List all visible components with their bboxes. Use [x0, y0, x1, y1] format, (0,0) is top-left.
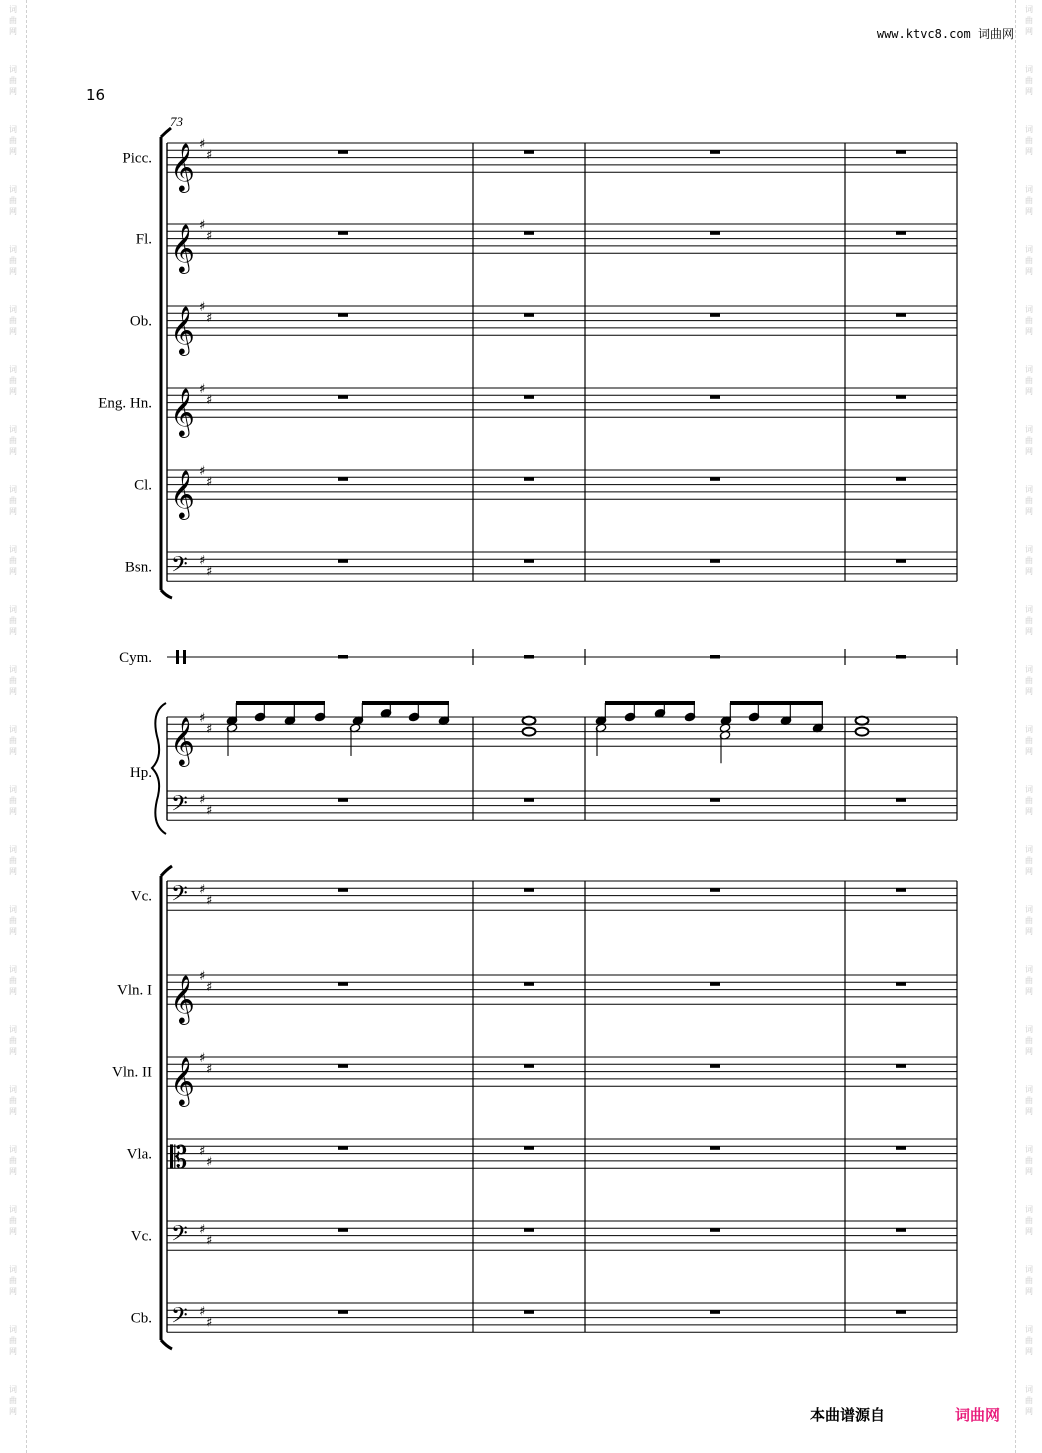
watermark-char: 网	[1025, 807, 1033, 816]
watermark-char: 曲	[9, 556, 17, 565]
watermark-char: 词	[1025, 1385, 1033, 1394]
instrument-label-vc2: Vc.	[130, 1228, 152, 1245]
watermark-char: 网	[1025, 507, 1033, 516]
watermark-char: 网	[9, 207, 17, 216]
key-sharp-c: ♯	[206, 1315, 213, 1331]
key-sharp-f: ♯	[199, 882, 206, 898]
watermark-char: 网	[9, 1287, 17, 1296]
watermark-char: 曲	[1025, 1156, 1033, 1165]
watermark-char: 网	[1025, 147, 1033, 156]
watermark-char: 词	[9, 245, 17, 254]
key-sharp-f: ♯	[199, 1143, 206, 1159]
whole-rest	[338, 313, 348, 317]
key-sharp-f: ♯	[199, 792, 206, 808]
watermark-char: 曲	[9, 136, 17, 145]
watermark-char: 曲	[1025, 196, 1033, 205]
watermark-char: 网	[9, 1227, 17, 1236]
key-sharp-f: ♯	[199, 711, 206, 726]
alto-clef: 𝄡	[170, 1140, 188, 1177]
watermark-char: 曲	[9, 616, 17, 625]
whole-rest	[710, 982, 720, 986]
watermark-char: 词	[1025, 65, 1033, 74]
measure-number: 73	[170, 114, 183, 129]
key-sharp-c: ♯	[206, 1061, 213, 1077]
watermark-char: 词	[9, 605, 17, 614]
watermark-char: 网	[1025, 1047, 1033, 1056]
whole-rest	[524, 477, 534, 481]
instrument-label-fl: Fl.	[135, 231, 152, 248]
whole-rest	[524, 559, 534, 563]
watermark-char: 网	[9, 447, 17, 456]
watermark-char: 曲	[9, 1396, 17, 1405]
bass-clef: 𝄢	[171, 881, 188, 912]
watermark-char: 词	[1025, 365, 1033, 374]
whole-rest	[710, 1310, 720, 1314]
watermark-char: 曲	[9, 676, 17, 685]
watermark-char: 词	[9, 845, 17, 854]
whole-rest	[710, 313, 720, 317]
watermark-char: 曲	[1025, 256, 1033, 265]
whole-rest	[710, 231, 720, 235]
treble-clef: 𝄞	[170, 305, 195, 355]
watermark-char: 词	[1025, 425, 1033, 434]
watermark-char: 曲	[1025, 916, 1033, 925]
treble-clef: 𝄞	[170, 1056, 195, 1106]
whole-rest	[338, 231, 348, 235]
whole-rest	[896, 1310, 906, 1314]
watermark-char: 曲	[1025, 316, 1033, 325]
watermark-char: 词	[9, 185, 17, 194]
watermark-char: 网	[1025, 927, 1033, 936]
instrument-label-vln2: Vln. II	[112, 1064, 152, 1081]
watermark-char: 词	[9, 5, 17, 14]
whole-rest	[338, 982, 348, 986]
watermark-char: 曲	[1025, 676, 1033, 685]
harp-brace	[152, 703, 166, 834]
watermark-char: 词	[9, 1265, 17, 1274]
watermark-char: 曲	[9, 436, 17, 445]
watermark-char: 曲	[9, 376, 17, 385]
instrument-label-vla: Vla.	[126, 1146, 152, 1163]
page-number: 16	[86, 86, 106, 104]
watermark-char: 曲	[9, 76, 17, 85]
beam	[362, 701, 449, 705]
key-sharp-c: ♯	[206, 979, 213, 995]
whole-rest	[896, 655, 906, 659]
watermark-char: 曲	[9, 736, 17, 745]
watermark-char: 网	[9, 687, 17, 696]
key-sharp-f: ♯	[199, 382, 206, 397]
watermark-char: 曲	[9, 196, 17, 205]
whole-rest	[524, 150, 534, 154]
whole-rest	[338, 395, 348, 399]
watermark-char: 曲	[9, 1336, 17, 1345]
watermark-char: 词	[1025, 245, 1033, 254]
whole-rest	[338, 655, 348, 659]
watermark-char: 网	[9, 867, 17, 876]
watermark-char: 网	[1025, 1227, 1033, 1236]
watermark-char: 网	[1025, 27, 1033, 36]
key-sharp-c: ♯	[206, 228, 213, 244]
watermark-char: 网	[1025, 1107, 1033, 1116]
watermark-char: 网	[9, 87, 17, 96]
whole-rest	[710, 395, 720, 399]
key-sharp-c: ♯	[206, 392, 213, 408]
watermark-char: 词	[9, 65, 17, 74]
whole-rest	[896, 477, 906, 481]
beam	[605, 701, 695, 705]
whole-rest	[896, 1064, 906, 1068]
instrument-label-cb: Cb.	[130, 1310, 152, 1327]
watermark-char: 曲	[1025, 1276, 1033, 1285]
whole-rest	[524, 231, 534, 235]
percussion-clef	[183, 650, 186, 664]
watermark-char: 网	[9, 267, 17, 276]
whole-rest	[896, 231, 906, 235]
watermark-char: 词	[1025, 1145, 1033, 1154]
watermark-char: 网	[1025, 1407, 1033, 1416]
watermark-char: 网	[9, 507, 17, 516]
watermark-char: 词	[9, 785, 17, 794]
key-sharp-c: ♯	[206, 564, 213, 580]
watermark-char: 词	[1025, 845, 1033, 854]
key-sharp-f: ♯	[199, 300, 206, 315]
watermark-char: 网	[1025, 567, 1033, 576]
watermark-char: 网	[9, 1107, 17, 1116]
watermark-char: 网	[1025, 87, 1033, 96]
watermark-char: 曲	[9, 496, 17, 505]
instrument-label-cym: Cym.	[119, 650, 152, 666]
watermark-char: 网	[1025, 867, 1033, 876]
watermark-char: 网	[1025, 627, 1033, 636]
watermark-char: 网	[1025, 1167, 1033, 1176]
footer-source-label: 本曲谱源自	[810, 1406, 886, 1424]
watermark-char: 网	[9, 1407, 17, 1416]
whole-rest	[710, 1064, 720, 1068]
watermark-char: 网	[1025, 447, 1033, 456]
watermark-char: 词	[1025, 1025, 1033, 1034]
watermark-char: 词	[9, 365, 17, 374]
bass-clef: 𝄢	[171, 552, 188, 583]
whole-rest	[896, 150, 906, 154]
watermark-char: 词	[1025, 725, 1033, 734]
whole-rest	[524, 982, 534, 986]
watermark-char: 网	[1025, 1347, 1033, 1356]
watermark-char: 词	[1025, 1205, 1033, 1214]
watermark-char: 词	[9, 305, 17, 314]
watermark-char: 网	[9, 1347, 17, 1356]
whole-rest	[896, 1146, 906, 1150]
watermark-char: 词	[9, 905, 17, 914]
watermark-char: 词	[9, 425, 17, 434]
watermark-char: 曲	[9, 1036, 17, 1045]
watermark-char: 曲	[9, 16, 17, 25]
watermark-char: 网	[9, 807, 17, 816]
whole-rest	[710, 1146, 720, 1150]
treble-clef: 𝄞	[170, 469, 195, 519]
watermark-char: 曲	[1025, 796, 1033, 805]
treble-clef: 𝄞	[170, 974, 195, 1024]
whole-rest	[338, 1310, 348, 1314]
watermark-char: 网	[9, 747, 17, 756]
watermark-char: 网	[9, 927, 17, 936]
footer-brand-link[interactable]: 词曲网	[955, 1406, 1001, 1424]
percussion-clef	[176, 650, 179, 664]
watermark-char: 词	[9, 1325, 17, 1334]
watermark-char: 网	[9, 987, 17, 996]
key-sharp-c: ♯	[206, 721, 213, 737]
bass-clef: 𝄢	[171, 791, 188, 822]
whole-rest	[710, 477, 720, 481]
watermark-char: 词	[1025, 785, 1033, 794]
whole-rest	[524, 888, 534, 892]
treble-clef: 𝄞	[170, 716, 195, 766]
key-sharp-f: ♯	[199, 553, 206, 569]
watermark-char: 词	[1025, 125, 1033, 134]
whole-note	[523, 717, 536, 725]
whole-rest	[524, 313, 534, 317]
watermark-char: 曲	[1025, 976, 1033, 985]
whole-rest	[338, 1228, 348, 1232]
whole-rest	[710, 150, 720, 154]
whole-rest	[896, 313, 906, 317]
whole-note	[523, 728, 536, 736]
watermark-char: 词	[9, 1385, 17, 1394]
treble-clef: 𝄞	[170, 387, 195, 437]
whole-rest	[710, 888, 720, 892]
whole-rest	[710, 798, 720, 802]
watermark-char: 词	[9, 1145, 17, 1154]
watermark-char: 词	[1025, 605, 1033, 614]
watermark-char: 词	[1025, 965, 1033, 974]
watermark-char: 网	[9, 567, 17, 576]
treble-clef: 𝄞	[170, 223, 195, 273]
whole-note	[856, 717, 869, 725]
instrument-label-vln1: Vln. I	[117, 982, 152, 999]
watermark-char: 网	[1025, 267, 1033, 276]
whole-rest	[896, 1228, 906, 1232]
watermark-char: 曲	[1025, 556, 1033, 565]
bass-clef: 𝄢	[171, 1303, 188, 1334]
watermark-char: 曲	[9, 1276, 17, 1285]
whole-note	[856, 728, 869, 736]
watermark-char: 曲	[9, 256, 17, 265]
watermark-char: 曲	[1025, 616, 1033, 625]
whole-rest	[338, 1064, 348, 1068]
watermark-char: 曲	[9, 916, 17, 925]
key-sharp-f: ♯	[199, 1304, 206, 1320]
bass-clef: 𝄢	[171, 1221, 188, 1252]
whole-rest	[338, 1146, 348, 1150]
watermark-char: 词	[1025, 485, 1033, 494]
watermark-char: 词	[9, 665, 17, 674]
watermark-char: 曲	[1025, 1336, 1033, 1345]
whole-rest	[338, 798, 348, 802]
whole-rest	[338, 888, 348, 892]
watermark-char: 网	[1025, 1287, 1033, 1296]
key-sharp-f: ♯	[199, 969, 206, 984]
instrument-label-cl: Cl.	[134, 477, 152, 494]
whole-rest	[710, 1228, 720, 1232]
watermark-char: 曲	[1025, 376, 1033, 385]
key-sharp-f: ♯	[199, 1051, 206, 1066]
key-sharp-f: ♯	[199, 137, 206, 152]
key-sharp-c: ♯	[206, 310, 213, 326]
whole-rest	[524, 1064, 534, 1068]
watermark-char: 词	[1025, 545, 1033, 554]
watermark-char: 网	[9, 147, 17, 156]
watermark-char: 词	[1025, 1325, 1033, 1334]
watermark-char: 词	[1025, 665, 1033, 674]
watermark-char: 曲	[9, 316, 17, 325]
whole-rest	[710, 655, 720, 659]
watermark-char: 词	[9, 485, 17, 494]
whole-rest	[338, 477, 348, 481]
watermark-char: 曲	[1025, 736, 1033, 745]
whole-rest	[524, 395, 534, 399]
key-sharp-c: ♯	[206, 803, 213, 819]
watermark-char: 曲	[1025, 1216, 1033, 1225]
treble-clef: 𝄞	[170, 142, 195, 192]
watermark-char: 曲	[1025, 1036, 1033, 1045]
watermark-char: 曲	[1025, 136, 1033, 145]
watermark-char: 网	[9, 387, 17, 396]
watermark-char: 网	[9, 1047, 17, 1056]
whole-rest	[896, 798, 906, 802]
watermark-char: 词	[9, 965, 17, 974]
instrument-label-enghn: Eng. Hn.	[98, 395, 152, 412]
watermark-char: 词	[9, 1205, 17, 1214]
whole-rest	[524, 1228, 534, 1232]
whole-rest	[524, 1310, 534, 1314]
watermark-char: 曲	[1025, 856, 1033, 865]
watermark-char: 曲	[9, 1096, 17, 1105]
watermark-char: 曲	[1025, 76, 1033, 85]
watermark-char: 网	[1025, 687, 1033, 696]
whole-rest	[338, 150, 348, 154]
key-sharp-c: ♯	[206, 474, 213, 490]
whole-rest	[338, 559, 348, 563]
watermark-char: 词	[9, 125, 17, 134]
instrument-label-ob: Ob.	[129, 313, 152, 330]
site-url[interactable]: www.ktvc8.com 词曲网	[876, 27, 1014, 41]
watermark-char: 词	[1025, 905, 1033, 914]
whole-rest	[896, 888, 906, 892]
key-sharp-c: ♯	[206, 1154, 213, 1170]
whole-rest	[710, 559, 720, 563]
watermark-char: 网	[1025, 327, 1033, 336]
watermark-char: 曲	[1025, 436, 1033, 445]
watermark-char: 曲	[9, 1216, 17, 1225]
watermark-char: 词	[1025, 1265, 1033, 1274]
whole-rest	[896, 395, 906, 399]
watermark-char: 词	[1025, 5, 1033, 14]
watermark-char: 网	[1025, 387, 1033, 396]
instrument-label-vc1: Vc.	[130, 888, 152, 905]
watermark-char: 曲	[9, 796, 17, 805]
instrument-label-bsn: Bsn.	[124, 559, 152, 576]
watermark-char: 词	[9, 725, 17, 734]
whole-rest	[524, 655, 534, 659]
whole-rest	[896, 559, 906, 563]
watermark-char: 曲	[9, 976, 17, 985]
watermark-char: 网	[1025, 747, 1033, 756]
key-sharp-f: ♯	[199, 1222, 206, 1238]
beam	[730, 701, 823, 705]
instrument-label-hp: Hp.	[129, 765, 152, 781]
watermark-char: 网	[1025, 207, 1033, 216]
whole-rest	[524, 1146, 534, 1150]
watermark-char: 曲	[1025, 1096, 1033, 1105]
watermark-char: 曲	[9, 856, 17, 865]
watermark-char: 词	[1025, 185, 1033, 194]
watermark-char: 网	[9, 327, 17, 336]
watermark-char: 网	[1025, 987, 1033, 996]
watermark-char: 词	[1025, 305, 1033, 314]
watermark-char: 词	[9, 1085, 17, 1094]
beam	[236, 701, 325, 705]
key-sharp-f: ♯	[199, 218, 206, 233]
whole-rest	[524, 798, 534, 802]
watermark-char: 曲	[1025, 496, 1033, 505]
key-sharp-f: ♯	[199, 464, 206, 479]
key-sharp-c: ♯	[206, 147, 213, 163]
watermark-char: 词	[9, 545, 17, 554]
staff-layer	[98, 128, 957, 1349]
watermark-char: 网	[9, 627, 17, 636]
watermark-char: 曲	[1025, 16, 1033, 25]
watermark-char: 词	[1025, 1085, 1033, 1094]
watermark-char: 曲	[9, 1156, 17, 1165]
watermark-char: 网	[9, 27, 17, 36]
whole-rest	[896, 982, 906, 986]
watermark-char: 词	[9, 1025, 17, 1034]
watermark-char: 曲	[1025, 1396, 1033, 1405]
key-sharp-c: ♯	[206, 893, 213, 909]
key-sharp-c: ♯	[206, 1233, 213, 1249]
instrument-label-picc: Picc.	[122, 150, 152, 167]
watermark-char: 网	[9, 1167, 17, 1176]
